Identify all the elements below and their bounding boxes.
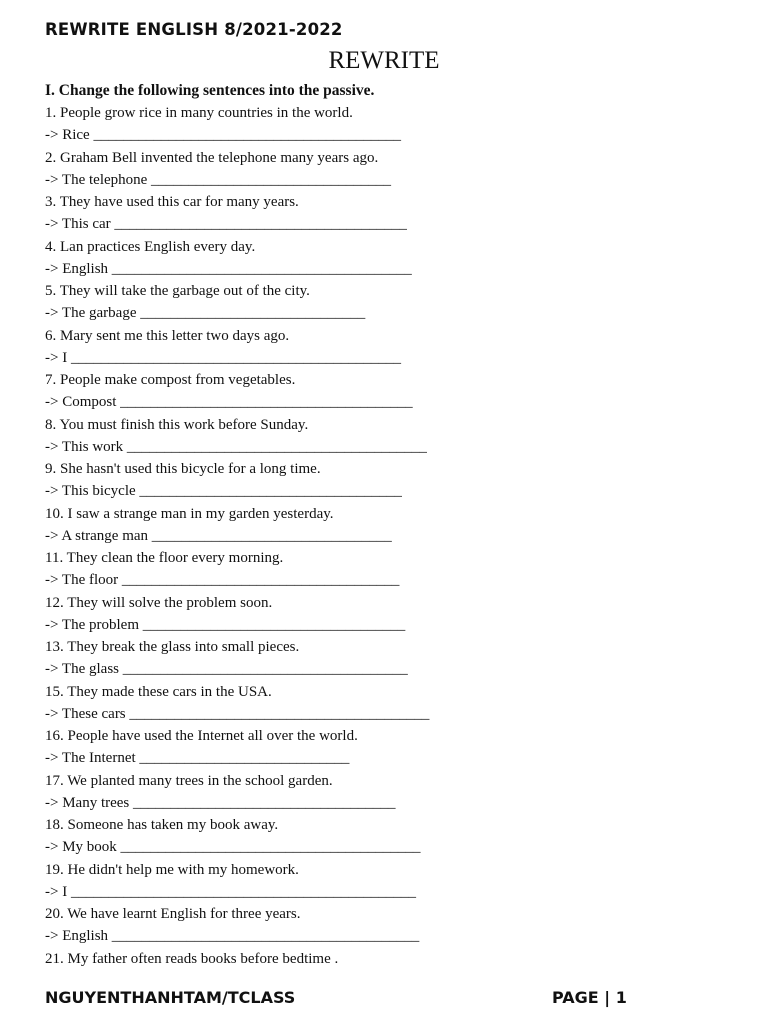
question-13: 13. They break the glass into small pieces. xyxy=(45,639,300,655)
footer-author: NGUYENTHANHTAM/TCLASS xyxy=(45,988,296,1007)
question-21: 21. My father often reads books before bedtime . xyxy=(45,950,339,967)
question-8: 8. You must finish this work before Sunday. xyxy=(45,416,309,433)
answer-line-11: -> The floor _____________________________________ xyxy=(45,572,400,589)
question-7: 7. People make compost from vegetables. xyxy=(45,372,296,388)
answer-line-20: -> English _________________________________________ xyxy=(45,928,420,945)
question-11: 11. They clean the floor every morning. xyxy=(45,550,284,566)
answer-line-1: -> Rice _________________________________________ xyxy=(45,127,401,144)
answer-line-3: -> This car _______________________________________ xyxy=(45,216,407,233)
answer-line-18: -> My book ________________________________________ xyxy=(45,839,421,856)
answer-line-19: -> I ______________________________________________ xyxy=(45,883,416,900)
question-2: 2. Graham Bell invented the telephone many years ago. xyxy=(45,149,379,166)
question-10: 10. I saw a strange man in my garden yesterday. xyxy=(45,505,334,522)
instruction-text: I. Change the following sentences into the passive. xyxy=(45,82,375,99)
question-19: 19. He didn't help me with my homework. xyxy=(45,861,299,878)
question-17: 17. We planted many trees in the school garden. xyxy=(45,772,333,789)
answer-line-13: -> The glass ______________________________________ xyxy=(45,661,408,678)
header-title: REWRITE ENGLISH 8/2021-2022 xyxy=(45,20,343,39)
answer-line-7: -> Compost _______________________________________ xyxy=(45,394,413,411)
question-6: 6. Mary sent me this letter two days ago. xyxy=(45,327,290,344)
question-12: 12. They will solve the problem soon. xyxy=(45,594,273,611)
answer-line-4: -> English ________________________________________ xyxy=(45,260,412,277)
exercise-list xyxy=(45,102,745,970)
answer-line-16: -> The Internet ____________________________ xyxy=(45,750,350,767)
question-15: 15. They made these cars in the USA. xyxy=(45,683,272,700)
question-20: 20. We have learnt English for three years. xyxy=(45,906,301,922)
question-1: 1. People grow rice in many countries in the world. xyxy=(45,105,353,121)
question-18: 18. Someone has taken my book away. xyxy=(45,817,279,833)
answer-line-2: -> The telephone ________________________________ xyxy=(45,171,392,188)
question-3: 3. They have used this car for many years. xyxy=(45,194,299,210)
question-16: 16. People have used the Internet all over the world. xyxy=(45,728,358,744)
footer-page-number: PAGE | 1 xyxy=(552,988,627,1007)
question-4: 4. Lan practices English every day. xyxy=(45,238,256,255)
answer-line-17: -> Many trees ___________________________________ xyxy=(45,794,396,811)
answer-line-6: -> I ____________________________________________ xyxy=(45,349,401,366)
answer-line-5: -> The garbage ______________________________ xyxy=(45,305,366,322)
page-title: REWRITE xyxy=(328,47,440,74)
question-9: 9. She hasn't used this bicycle for a long time. xyxy=(45,461,321,477)
question-5: 5. They will take the garbage out of the city. xyxy=(45,283,310,299)
answer-line-12: -> The problem ___________________________________ xyxy=(45,616,406,633)
answer-line-9: -> This bicycle ___________________________________ xyxy=(45,483,402,500)
answer-line-8: -> This work ________________________________________ xyxy=(45,438,427,455)
answer-line-15: -> These cars ________________________________________ xyxy=(45,705,430,722)
answer-line-10: -> A strange man ________________________________ xyxy=(45,527,392,544)
